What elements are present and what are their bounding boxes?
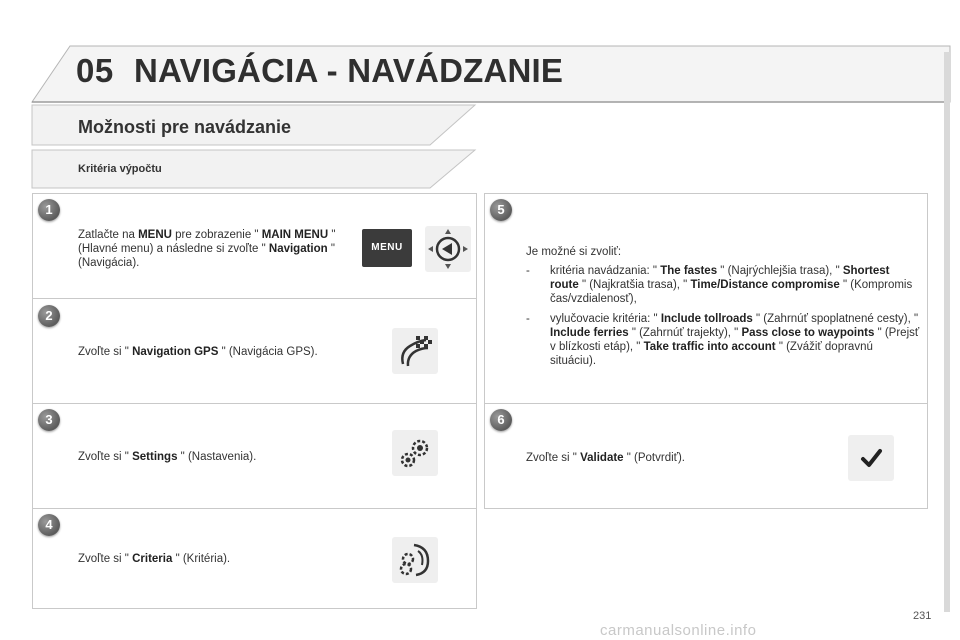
header-decoration [0,0,960,190]
step-1-text: Zatlačte na MENU pre zobrazenie " MAIN MENU " (Hlavné menu) a následne si zvoľte " Navigation " (Navigácia). [78,229,336,269]
criteria-list-item [526,264,921,306]
menu-key-icon: MENU [362,229,412,267]
option-name: Include ferries [550,327,629,339]
option-name: Include tollroads [660,313,753,325]
option-text: " (Najkratšia trasa), " [578,279,691,291]
navigation-gps-flag-icon [392,328,438,374]
step-5-text [526,245,921,374]
page-number: 231 [913,610,932,622]
option-text: " (Prejsť v blízkosti etáp), " [550,327,920,353]
option-text: " (Zahrnúť spoplatnené cesty), " [752,313,919,325]
watermark: carmanualsonline.info [600,622,757,639]
list-dash: - [526,313,530,325]
step-3-badge: 3 [38,409,60,431]
step-5-intro: Je možné si zvoliť: [526,246,622,258]
step-4-text: Zvoľte si " Criteria " (Kritéria). [78,553,231,565]
step-2-text: Zvoľte si " Navigation GPS " (Navigácia GPS). [78,346,318,358]
option-name: Time/Distance compromise [690,279,840,291]
checkmark-icon [848,435,894,481]
section-subtitle: Kritéria výpočtu [78,163,162,175]
step-3-text: Zvoľte si " Settings " (Nastavenia). [78,451,257,463]
option-text: " (Najrýchlejšia trasa), " [717,265,843,277]
step-1-badge: 1 [38,199,60,221]
settings-gears-icon [392,430,438,476]
option-text: " (Zahrnúť trajekty), " [628,327,742,339]
page-title: NAVIGÁCIA - NAVÁDZANIE [134,52,564,89]
step-2-badge: 2 [38,305,60,327]
navigation-dial-icon [425,226,471,272]
chapter-number: 05 [76,52,114,89]
criteria-list [526,264,921,368]
step-6-text: Zvoľte si " Validate " (Potvrdiť). [526,452,685,464]
criteria-list-item [526,312,921,368]
step-4-badge: 4 [38,514,60,536]
option-name: Pass close to waypoints [741,327,875,339]
step-5-badge: 5 [490,199,512,221]
step-6-badge: 6 [490,409,512,431]
option-name: The fastes [660,265,718,277]
section-title: Možnosti pre navádzanie [78,117,292,137]
criteria-icon [392,537,438,583]
option-text: " (Zvážiť dopravnú situáciu). [550,341,873,367]
option-text: kritéria navádzania: " [550,265,661,277]
list-dash: - [526,265,530,277]
option-name: Take traffic into account [643,341,776,353]
option-name: Shortest route [550,265,890,291]
right-margin-bar [944,52,950,612]
option-text: vylučovacie kritéria: " [550,313,661,325]
option-text: " (Kompromis čas/vzdialenosť), [550,279,913,305]
